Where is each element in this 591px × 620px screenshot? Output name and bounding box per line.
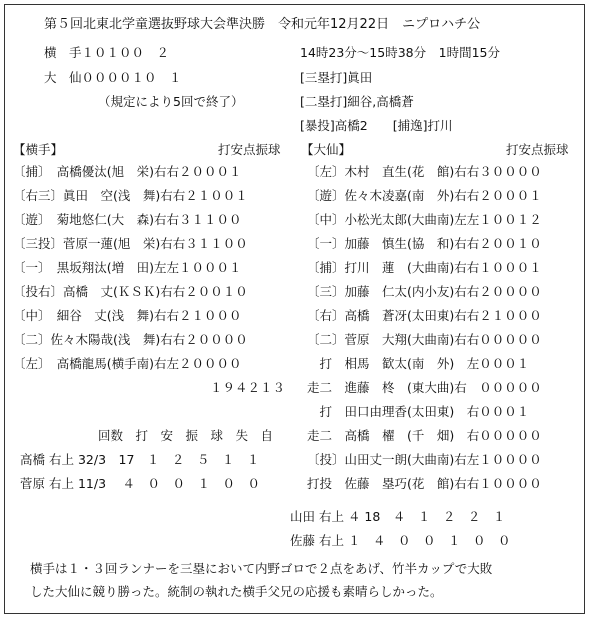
score-yokote: 横 手１０１００ ２ [44, 45, 170, 60]
lineup-row: 〔二〕菅原 大翔(大曲南)右右０００００ [307, 332, 542, 347]
lineup-row: 打 相馬 歓太(南 外) 左０００１ [307, 356, 530, 371]
daisen-header: 【大仙】 [301, 142, 352, 157]
lineup-row: 〔遊〕 菊地悠仁(大 森)右右３１１００ [13, 212, 242, 227]
lineup-row: 〔一〕加藤 慎生(協 和)右右２００１０ [307, 236, 542, 251]
lineup-row: 〔捕〕 高橋優汰(旭 栄)右右２０００１ [13, 164, 242, 179]
score-daisen: 大 仙００００１０ １ [44, 70, 182, 85]
lineup-row: 打 田口由理香(太田東) 右０００１ [307, 404, 530, 419]
daisen-stat-header: 打安点振球 [506, 142, 569, 157]
game-title: 第５回北東北学童選抜野球大会準決勝 令和元年12月22日 ニプロハチ公 [44, 17, 481, 32]
pitcher-row: 山田 右上 ４ 18 ４ １ ２ ２ １ [290, 509, 506, 524]
lineup-row: 〔三〕加藤 仁太(内小友)右右２００００ [307, 284, 542, 299]
lineup-row: 〔左〕 高橋龍馬(横手南)右左２００００ [13, 356, 242, 371]
lineup-row: 打投 佐藤 塁巧(花 館)右右１００００ [307, 476, 542, 491]
yokote-total: １９４２１３ [210, 380, 286, 395]
lineup-row: 〔右三〕眞田 空(浅 舞)右右２１００１ [13, 188, 248, 203]
lineup-row: 〔捕〕打川 蓮 (大曲南)右右１０００１ [307, 260, 542, 275]
pitcher-row: 佐藤 右上 １ ４ ０ ０ １ ０ ０ [290, 533, 511, 548]
triple-info: [三塁打]眞田 [300, 70, 373, 85]
lineup-row: 走二 進藤 柊 (東大曲)右 ０００００ [307, 380, 542, 395]
game-time: 14時23分～15時38分 1時間15分 [300, 45, 500, 60]
double-info: [二塁打]細谷,高橋蒼 [300, 94, 414, 109]
lineup-row: 〔中〕小松光太郎(大曲南)左左１００１２ [307, 212, 542, 227]
yokote-stat-header: 打安点振球 [218, 142, 281, 157]
score-note: （規定により5回で終了） [98, 94, 244, 109]
error-info: [暴投]高橋2 [捕逸]打川 [300, 118, 453, 133]
lineup-row: 走二 高橋 櫂 (千 畑) 右０００００ [307, 428, 542, 443]
lineup-row: 〔右〕高橋 蒼冴(太田東)右右２１０００ [307, 308, 542, 323]
lineup-row: 〔左〕木村 直生(花 館)右右３００００ [307, 164, 542, 179]
lineup-row: 〔投右〕高橋 丈(ＫＳＫ)右右２００１０ [13, 284, 248, 299]
summary-line: した大仙に競り勝った。統制の執れた横手父兄の応援も素晴らしかった。 [30, 584, 443, 599]
lineup-row: 〔投〕山田丈一朗(大曲南)右左１００００ [307, 452, 542, 467]
lineup-row: 〔遊〕佐々木凌嘉(南 外)右右２０００１ [307, 188, 542, 203]
pitching-header: 回数 打 安 振 球 失 自 [98, 428, 274, 443]
lineup-row: 〔三投〕菅原一蓮(旭 栄)右右３１１００ [13, 236, 248, 251]
yokote-header: 【横手】 [13, 142, 64, 157]
lineup-row: 〔二〕佐々木陽哉(浅 舞)右右２００００ [13, 332, 248, 347]
pitcher-row: 菅原 右上 11/3 ４ ０ ０ １ ０ ０ [20, 476, 260, 491]
lineup-row: 〔中〕 細谷 丈(浅 舞)右右２１０００ [13, 308, 242, 323]
summary-line: 横手は１・３回ランナーを三塁において内野ゴロで２点をあげ、竹半カップで大敗 [30, 561, 493, 576]
lineup-row: 〔一〕 黒坂翔汰(増 田)左左１０００１ [13, 260, 242, 275]
pitcher-row: 高橋 右上 32/3 17 １ ２ ５ １ １ [20, 452, 260, 467]
